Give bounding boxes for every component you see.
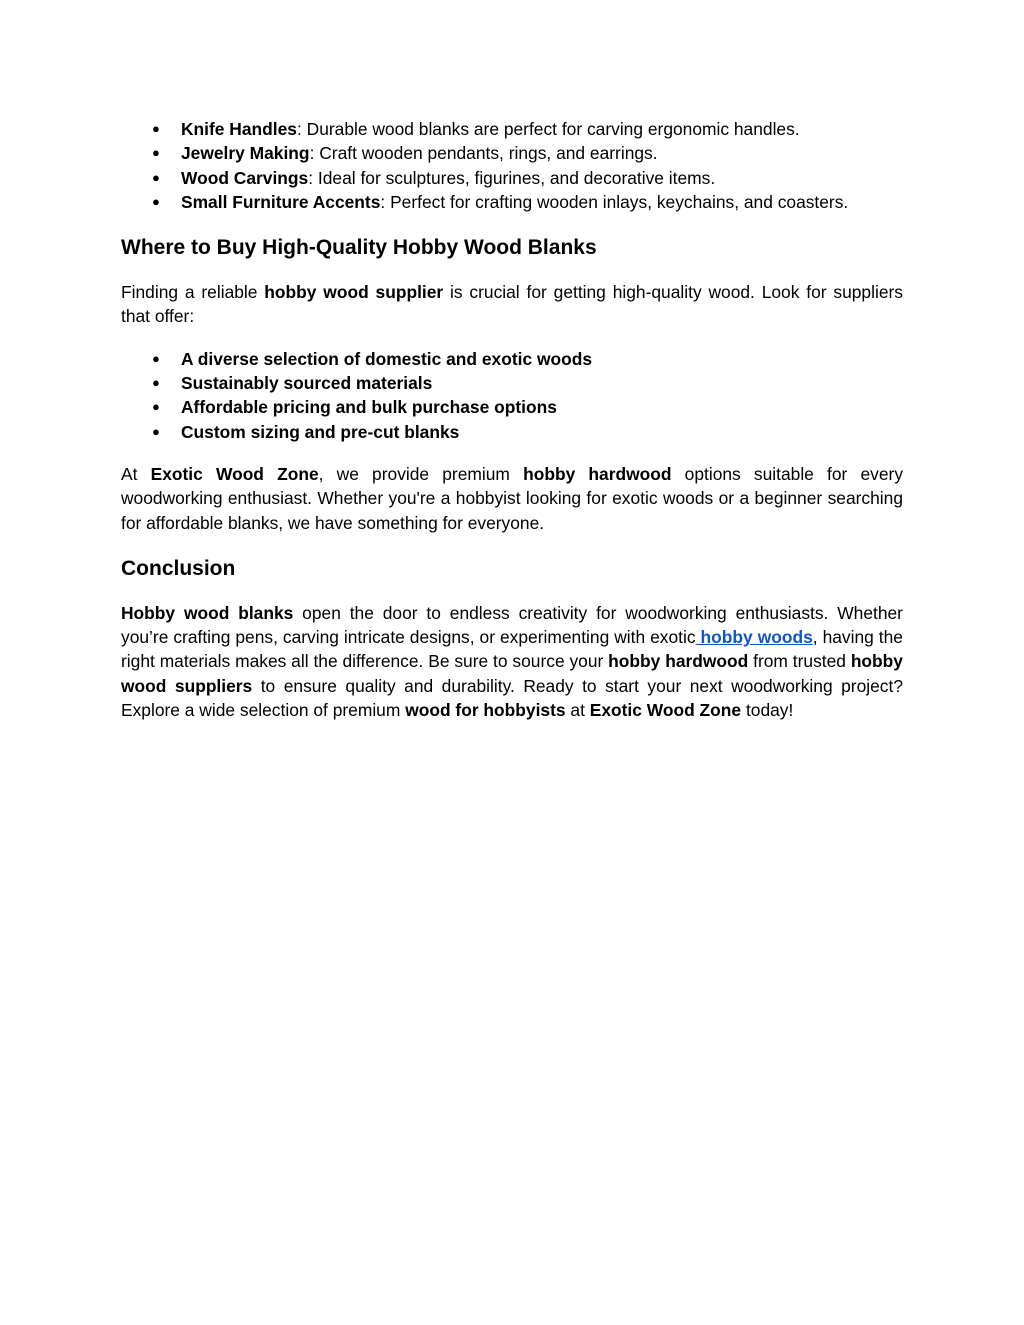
bullet-icon: ● <box>152 350 160 366</box>
paragraph-supplier-intro <box>121 280 903 329</box>
bold-run: Hobby wood blanks <box>121 602 294 623</box>
list-item <box>121 117 903 141</box>
bullet-icon: ● <box>152 375 160 391</box>
list-item-term: Jewelry Making <box>181 143 310 164</box>
section-heading-conclusion: Conclusion <box>121 556 236 580</box>
list-item-desc: : Ideal for sculptures, figurines, and decorative items. <box>308 167 716 188</box>
bold-run: Exotic Wood Zone <box>589 700 742 721</box>
bullet-icon: ● <box>152 145 160 161</box>
text-run: At <box>121 463 151 484</box>
bullet-icon: ● <box>152 399 160 415</box>
bold-run: Exotic Wood Zone <box>150 463 319 484</box>
text-run: from trusted <box>748 651 851 672</box>
list-item-desc: : Craft wooden pendants, rings, and earrings. <box>309 143 658 164</box>
text-run: is crucial for getting high-quality wood. Look for suppliers that offer: <box>121 282 903 327</box>
text-run: at <box>565 700 590 721</box>
text-run: , having the right materials makes all the difference. Be sure to source your <box>121 627 903 672</box>
list-item <box>121 141 903 165</box>
bullet-icon: ● <box>152 423 160 439</box>
text-run: open the door to endless creativity for woodworking enthusiasts. Whether you’re crafting pens, carving intricate designs, or experimenting with exotic <box>121 602 903 648</box>
text-run: , we provide premium <box>318 463 524 484</box>
list-item-desc: : Perfect for crafting wooden inlays, keychains, and coasters. <box>380 191 849 212</box>
text-run: today! <box>741 700 794 721</box>
list-item <box>121 395 903 419</box>
paragraph-conclusion <box>121 601 903 722</box>
list-item-term: Small Furniture Accents <box>181 191 381 212</box>
list-item-term: Wood Carvings <box>181 167 309 188</box>
bold-run: hobby wood supplier <box>264 282 444 303</box>
text-run: Finding a reliable <box>121 282 265 303</box>
bold-run: wood for hobbyists <box>405 700 566 721</box>
list-item-desc: : Durable wood blanks are perfect for carving ergonomic handles. <box>296 119 800 139</box>
bullet-icon: ● <box>152 193 160 209</box>
section-heading-where-to-buy: Where to Buy High-Quality Hobby Wood Blanks <box>121 236 597 260</box>
paragraph-exotic-wood-zone <box>121 462 903 535</box>
supplier-offers-list <box>121 347 903 444</box>
document-page <box>121 117 903 722</box>
list-item <box>121 371 903 395</box>
list-item-term: Knife Handles <box>181 119 297 139</box>
text-run: options suitable for every woodworking enthusiast. Whether you're a hobbyist looking for exotic woods or a beginner searching for affordable blanks, we have something for everyone. <box>121 463 904 533</box>
hobby-woods-link[interactable]: hobby woods <box>695 627 813 648</box>
list-item <box>121 190 903 214</box>
bullet-icon: ● <box>152 169 160 185</box>
list-item-text: A diverse selection of domestic and exotic woods <box>181 348 593 369</box>
list-item <box>121 347 903 371</box>
uses-list <box>121 117 903 214</box>
list-item-text: Custom sizing and pre-cut blanks <box>181 421 460 442</box>
list-item-text: Sustainably sourced materials <box>181 373 433 394</box>
bold-run: hobby wood suppliers <box>121 651 903 696</box>
list-item <box>121 166 903 190</box>
bullet-icon: ● <box>152 121 160 136</box>
bold-run: hobby hardwood <box>608 651 749 672</box>
text-run: to ensure quality and durability. Ready to start your next woodworking project? Explore a wide selection of premium <box>121 675 903 721</box>
bold-run: hobby hardwood <box>523 463 672 484</box>
list-item-text: Affordable pricing and bulk purchase options <box>181 397 557 418</box>
list-item <box>121 420 903 444</box>
